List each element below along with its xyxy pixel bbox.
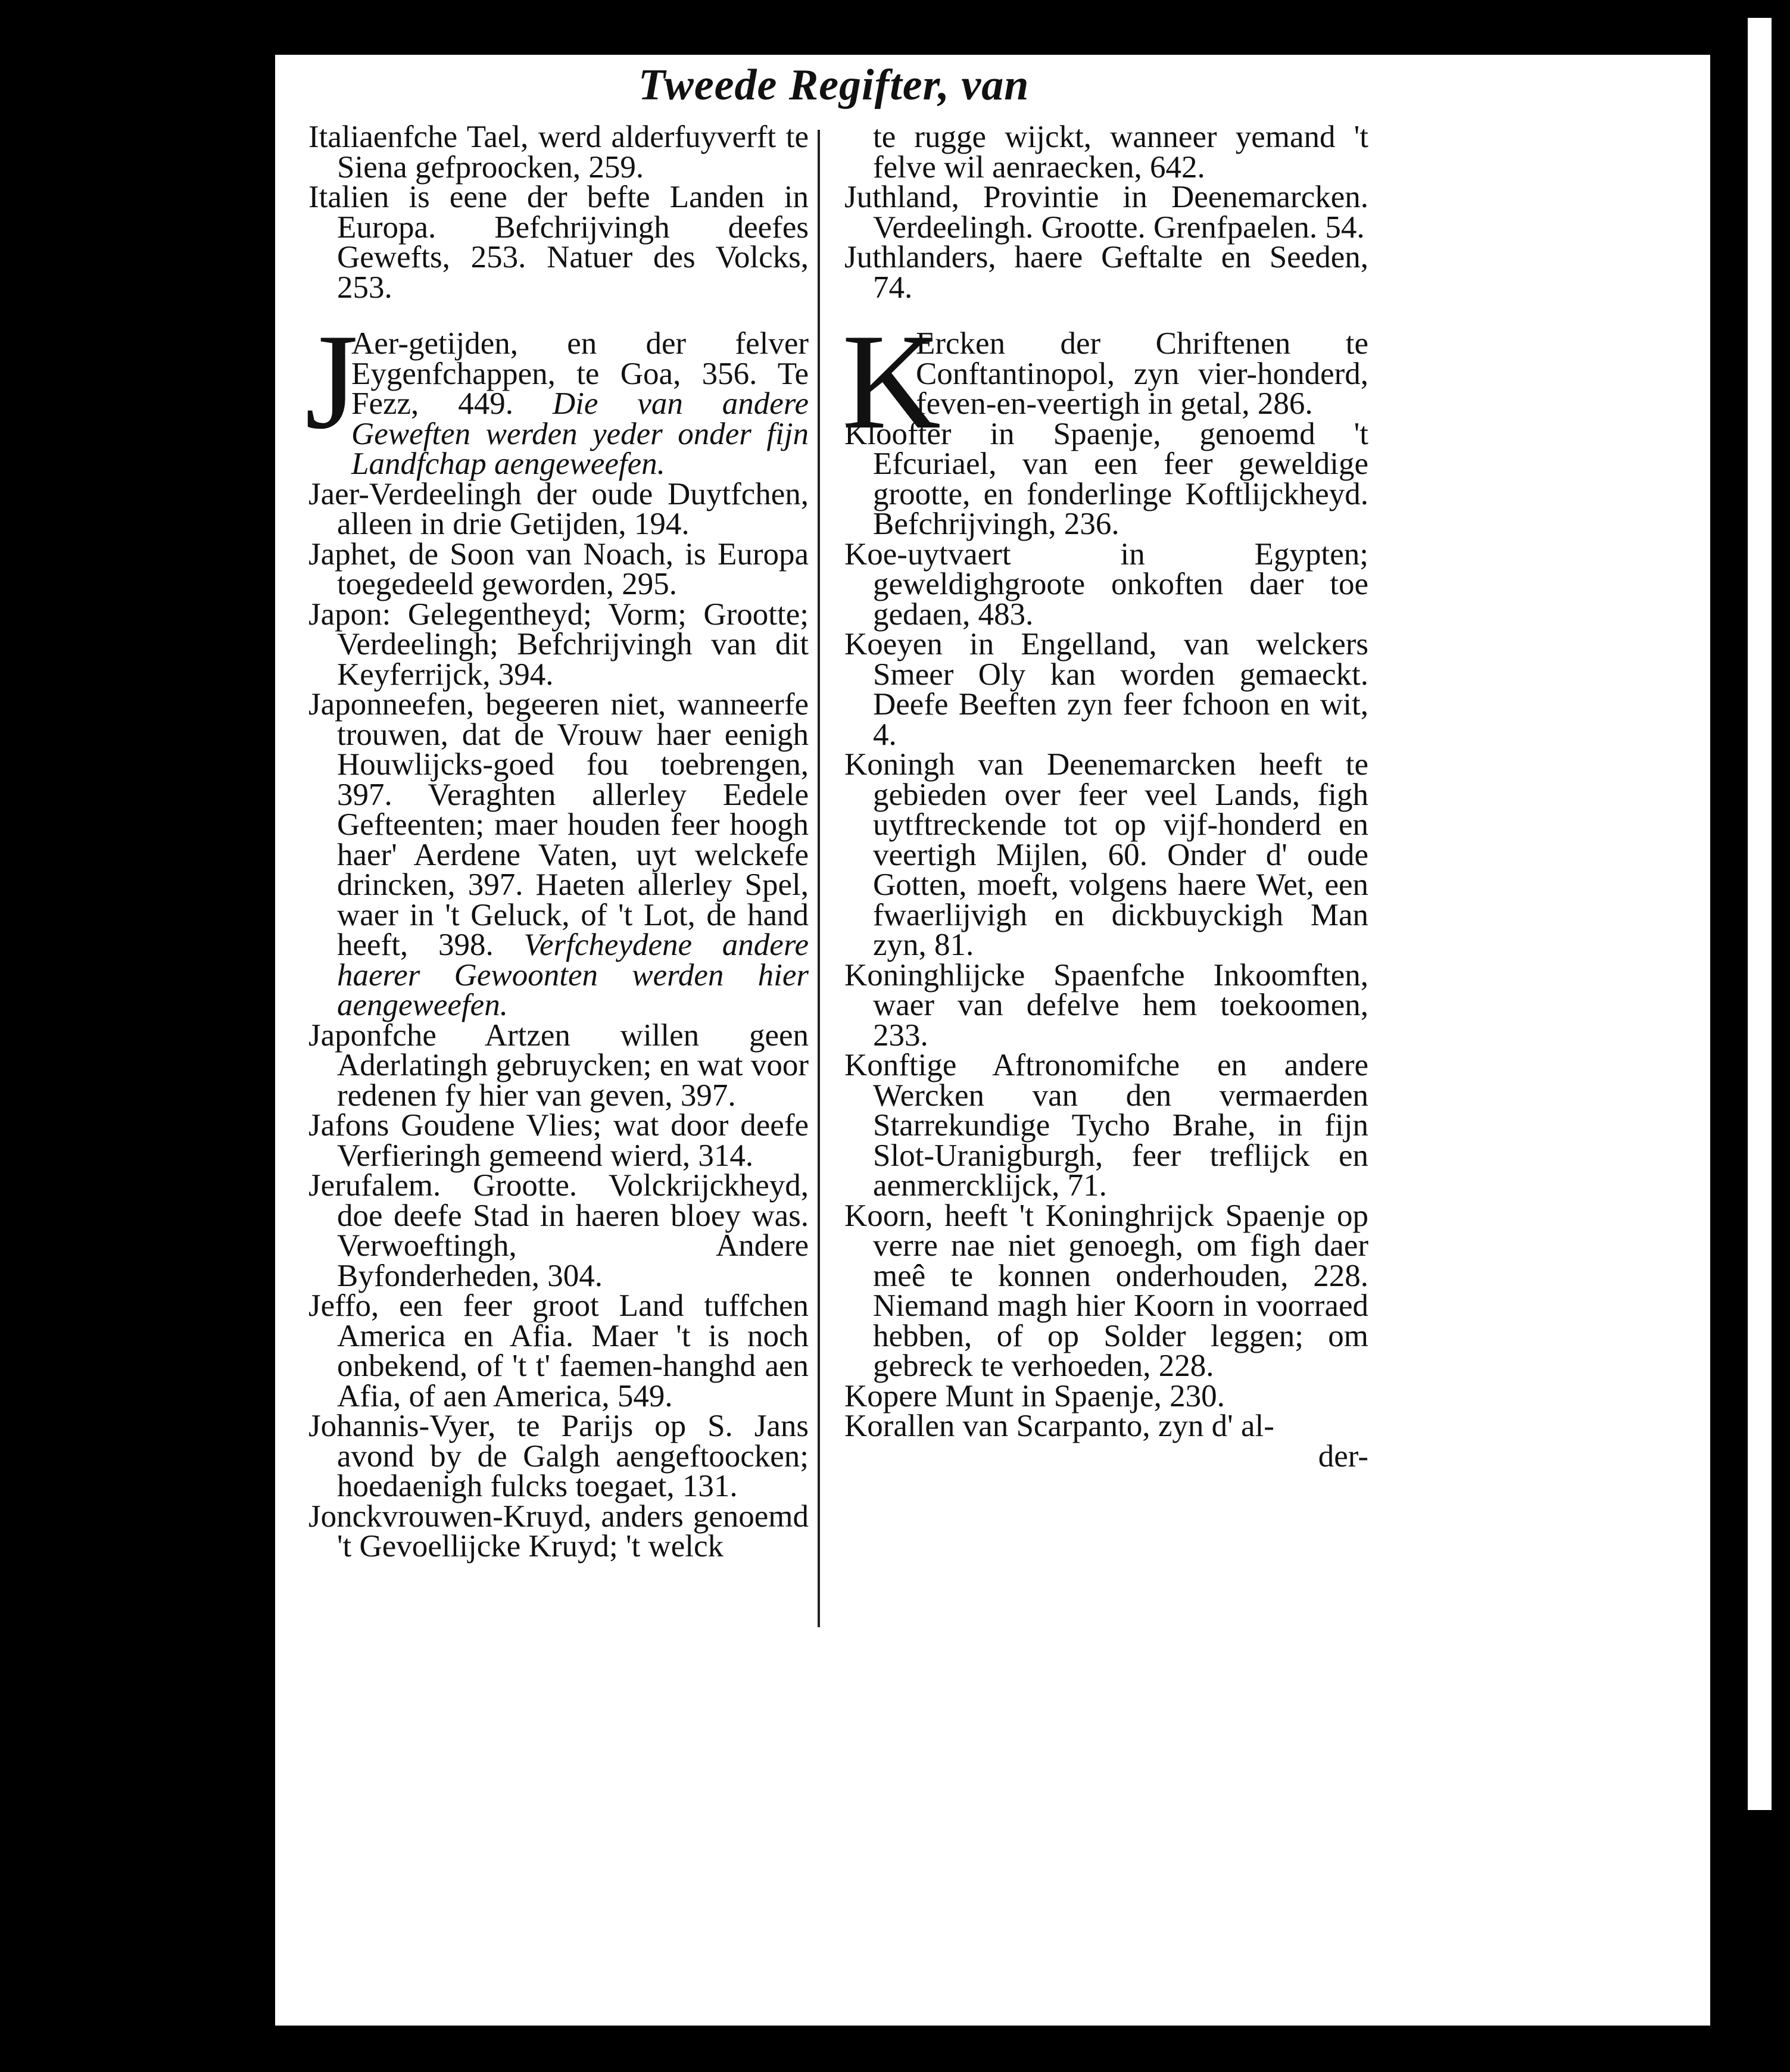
index-entry: Jeffo, een feer groot Land tuffchen America en Afia. Maer 't is noch onbekend, of 't t' faemen-hanghd aen Afia, of aen America, 549. (308, 1288, 809, 1413)
left-column (305, 120, 809, 1564)
index-entry: Jerufalem. Grootte. Volckrijckheyd, doe deefe Stad in haeren bloey was. Verwoeftingh, Andere Byfonderheden, 304. (308, 1168, 809, 1293)
index-entry-dropcap (842, 305, 1368, 457)
index-entry: Konftige Aftronomifche en andere Wercken van den vermaerden Starrekundige Tycho Brahe, in fijn Slot-Uranigburgh, feer treflijck en aenmercklijck, 71. (844, 1048, 1368, 1203)
index-entry-continuation: te rugge wijckt, wanneer yemand 't felve wil aenraecken, 642. (873, 120, 1368, 185)
entry-italic: Verfcheydene andere haerer Gewoonten werden hier aengeweefen. (337, 928, 809, 1022)
right-column (842, 120, 1368, 1474)
next-page-edge (1748, 18, 1772, 1810)
running-head: Tweede Regifter, van (638, 61, 1030, 110)
index-entry: Juthland, Provintie in Deenemarcken. Verdeelingh. Grootte. Grenfpaelen. 54. (844, 180, 1368, 245)
index-entry: Kopere Munt in Spaenje, 230. (844, 1378, 1225, 1413)
index-entry: Koorn, heeft 't Koninghrijck Spaenje op verre nae niet genoegh, om figh daer meê te konnen onderhouden, 228. Niemand magh hier Koorn in voorraed hebben, of op Solder leggen; om gebreck te verhoeden, 228. (844, 1198, 1368, 1383)
index-entry: Italiaenfche Tael, werd alderfuyverft te Siena gefproocken, 259. (308, 120, 809, 185)
index-entry: Jonckvrouwen-Kruyd, anders genoemd 't Gevoellijcke Kruyd; 't welck (308, 1499, 809, 1564)
index-entry: Kloofter in Spaenje, genoemd 't Efcuriael, van een feer geweldige grootte, en fonderlinge Koftlijckheyd. Befchrijvingh, 236. (844, 416, 1368, 541)
index-entry: Juthlanders, haere Geftalte en Seeden, 74. (844, 240, 1368, 305)
drop-capital: J (305, 305, 358, 457)
index-entry: Japon: Gelegentheyd; Vorm; Grootte; Verdeelingh; Befchrijvingh van dit Keyferrijck, 394. (308, 597, 809, 692)
entry-text: Ercken der Chriftenen te Conftantinopol, zyn vier-honderd, feven-en-veertigh in getal, 286. (916, 326, 1368, 421)
entry-italic: Die van andere Geweften werden yeder onder fijn Landfchap aengeweefen. (351, 386, 809, 481)
index-entry: Koninghlijcke Spaenfche Inkoomften, waer van defelve hem toekoomen, 233. (844, 957, 1368, 1053)
index-entry: Jafons Goudene Vlies; wat door deefe Verfieringh gemeend wierd, 314. (308, 1108, 809, 1173)
index-entry: Japonfche Artzen willen geen Aderlatingh gebruycken; en wat voor redenen fy hier van geven, 397. (308, 1018, 809, 1113)
index-entry: Japhet, de Soon van Noach, is Europa toegedeeld geworden, 295. (308, 536, 809, 601)
index-entry: Korallen van Scarpanto, zyn d' al- (844, 1409, 1274, 1443)
index-entry: Johannis-Vyer, te Parijs op S. Jans avond by de Galgh aengeftoocken; hoedaenigh fulcks toegaet, 131. (308, 1409, 809, 1503)
index-entry: Italien is eene der befte Landen in Europa. Befchrijvingh deefes Gewefts, 253. Natuer des Volcks, 253. (308, 180, 809, 305)
entry-text: Aer-getijden, en der felver Eygenfchappen, te Goa, 356. Te Fezz, 449. (351, 326, 809, 421)
index-entry: Koeyen in Engelland, van welckers Smeer Oly kan worden gemaeckt. Deefe Beeften zyn feer fchoon en wit, 4. (844, 627, 1368, 752)
entry-text: Japonneefen, begeeren niet, wanneerfe trouwen, dat de Vrouw haer eenigh Houwlijcks-goed fou toebrengen, 397. Veraghten allerley Eedele Gefteenten; maer houden feer hoogh haer' Aerdene Vaten, uyt welckefe drincken, 397. Haeten allerley Spel, waer in 't Geluck, of 't Lot, de hand heeft, 398. (308, 687, 809, 962)
drop-capital: K (842, 305, 941, 457)
index-entry: Koe-uytvaert in Egypten; geweldighgroote onkoften daer toe gedaen, 483. (844, 536, 1368, 632)
index-entry: Jaer-Verdeelingh der oude Duytfchen, alleen in drie Getijden, 194. (308, 476, 809, 541)
column-rule (818, 130, 820, 1627)
index-entry (308, 689, 809, 1021)
catchword: der- (1318, 1438, 1368, 1474)
index-entry-dropcap (305, 305, 809, 481)
index-entry: Koningh van Deenemarcken heeft te gebieden over feer veel Lands, figh uytftreckende tot op vijf-honderd en veertigh Mijlen, 60. Onder d' oude Gotten, moeft, volgens haere Wet, een fwaerlijvigh en dickbuyckigh Man zyn, 81. (844, 747, 1368, 962)
